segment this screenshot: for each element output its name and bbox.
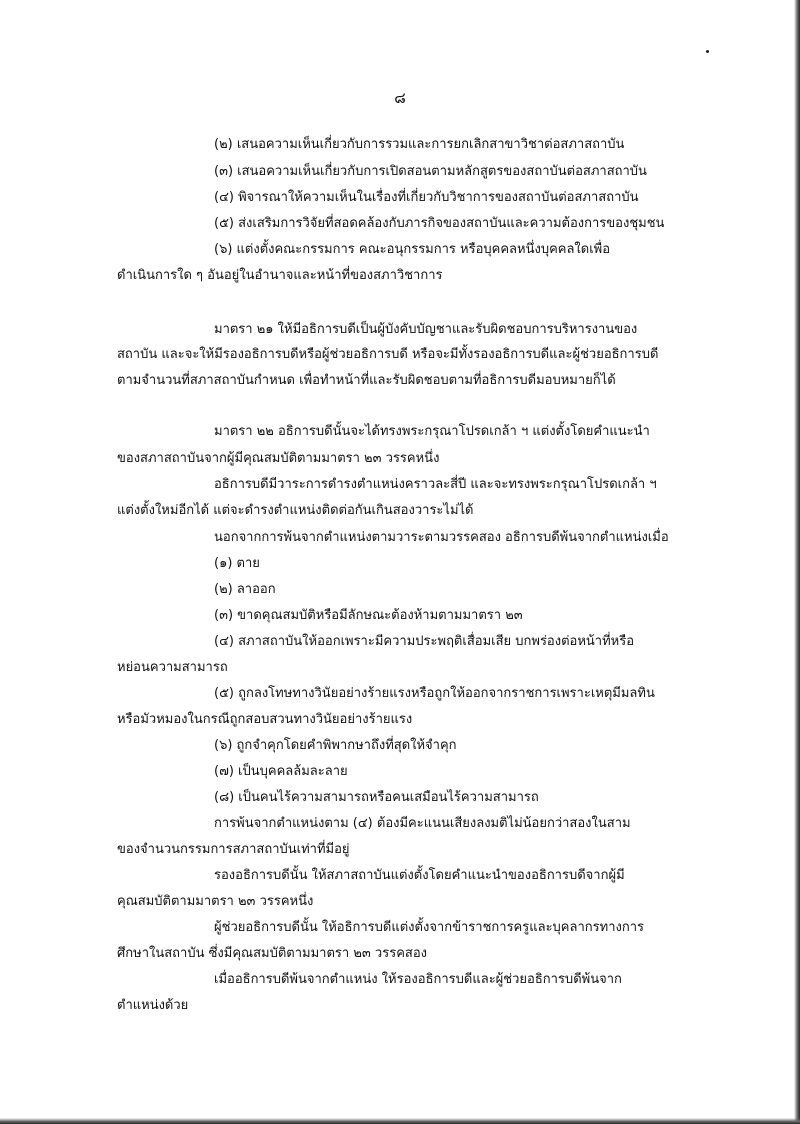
item-line: (๕) ส่งเสริมการวิจัยที่สอดคล้องกับภารกิจของสถาบันและความต้องการของชุมชน bbox=[214, 216, 665, 231]
body-line: คุณสมบัติตามมาตรา ๒๓ วรรคหนึ่ง bbox=[117, 894, 314, 909]
paragraph-line: ผู้ช่วยอธิการบดีนั้น ให้อธิการบดีแต่งตั้งจากข้าราชการครูและบุคลากรทางการ bbox=[214, 920, 644, 935]
page-number: ๘ bbox=[394, 89, 406, 107]
body-line: ศึกษาในสถาบัน ซึ่งมีคุณสมบัติตามมาตรา ๒๓ วรรคสอง bbox=[117, 946, 427, 961]
page-edge-shadow-bottom bbox=[0, 1118, 800, 1124]
paragraph-line: อธิการบดีมีวาระการดำรงตำแหน่งคราวละสี่ปี และจะทรงพระกรุณาโปรดเกล้า ฯ bbox=[214, 477, 657, 492]
body-line: ดำเนินการใด ๆ อันอยู่ในอำนาจและหน้าที่ของสภาวิชาการ bbox=[117, 268, 443, 283]
body-line: หย่อนความสามารถ bbox=[117, 660, 228, 675]
item-line: (๘) เป็นคนไร้ความสามารถหรือคนเสมือนไร้ความสามารถ bbox=[214, 790, 539, 805]
body-line: หรือมัวหมองในกรณีถูกสอบสวนทางวินัยอย่างร้ายแรง bbox=[117, 712, 413, 727]
body-line: แต่งตั้งใหม่อีกได้ แต่จะดำรงตำแหน่งติดต่อกันเกินสองวาระไม่ได้ bbox=[117, 503, 474, 518]
item-line: (๒) ลาออก bbox=[214, 582, 276, 597]
body-line: ของจำนวนกรรมการสภาสถาบันเท่าที่มีอยู่ bbox=[117, 842, 350, 857]
item-line: (๑) ตาย bbox=[214, 556, 260, 571]
paragraph-line: เมื่ออธิการบดีพ้นจากตำแหน่ง ให้รองอธิการบดีและผู้ช่วยอธิการบดีพ้นจาก bbox=[214, 972, 622, 987]
item-line: (๕) ถูกลงโทษทางวินัยอย่างร้ายแรงหรือถูกให้ออกจากราชการเพราะเหตุมีมลทิน bbox=[214, 686, 655, 701]
paragraph-line: นอกจากการพ้นจากตำแหน่งตามวาระตามวรรคสอง อธิการบดีพ้นจากตำแหน่งเมื่อ bbox=[214, 530, 669, 545]
item-line: (๒) เสนอความเห็นเกี่ยวกับการรวมและการยกเลิกสาขาวิชาต่อสภาสถาบัน bbox=[214, 137, 625, 152]
section-21-heading: มาตรา ๒๑ ให้มีอธิการบดีเป็นผู้บังคับบัญชาและรับผิดชอบการบริหารงานของ bbox=[214, 322, 638, 337]
body-line: ของสภาสถาบันจากผู้มีคุณสมบัติตามมาตรา ๒๓ วรรคหนึ่ง bbox=[117, 451, 440, 466]
scan-speck bbox=[706, 50, 709, 53]
item-line: (๓) เสนอความเห็นเกี่ยวกับการเปิดสอนตามหลักสูตรของสถาบันต่อสภาสถาบัน bbox=[214, 164, 647, 179]
paragraph-line: รองอธิการบดีนั้น ให้สภาสถาบันแต่งตั้งโดยคำแนะนำของอธิการบดีจากผู้มี bbox=[214, 868, 625, 883]
section-22-heading: มาตรา ๒๒ อธิการบดีนั้นจะได้ทรงพระกรุณาโปรดเกล้า ฯ แต่งตั้งโดยคำแนะนำ bbox=[214, 424, 650, 439]
paragraph-line: การพ้นจากตำแหน่งตาม (๔) ต้องมีคะแนนเสียงลงมติไม่น้อยกว่าสองในสาม bbox=[214, 816, 631, 831]
item-line: (๖) แต่งตั้งคณะกรรมการ คณะอนุกรรมการ หรือบุคคลหนึ่งบุคคลใดเพื่อ bbox=[214, 242, 611, 257]
body-line: ตำแหน่งด้วย bbox=[117, 998, 189, 1013]
body-line: สถาบัน และจะให้มีรองอธิการบดีหรือผู้ช่วยอธิการบดี หรือจะมีทั้งรองอธิการบดีและผู้ช่วยอธิการบดี bbox=[117, 347, 659, 362]
item-line: (๓) ขาดคุณสมบัติหรือมีลักษณะต้องห้ามตามมาตรา ๒๓ bbox=[214, 608, 523, 623]
page-edge-shadow-right bbox=[794, 0, 800, 1124]
item-line: (๔) พิจารณาให้ความเห็นในเรื่องที่เกี่ยวกับวิชาการของสถาบันต่อสภาสถาบัน bbox=[214, 190, 639, 205]
item-line: (๔) สภาสถาบันให้ออกเพราะมีความประพฤติเสื่อมเสีย บกพร่องต่อหน้าที่หรือ bbox=[214, 634, 635, 649]
body-line: ตามจำนวนที่สภาสถาบันกำหนด เพื่อทำหน้าที่และรับผิดชอบตามที่อธิการบดีมอบหมายก็ได้ bbox=[117, 373, 616, 388]
item-line: (๖) ถูกจำคุกโดยคำพิพากษาถึงที่สุดให้จำคุก bbox=[214, 738, 457, 753]
item-line: (๗) เป็นบุคคลล้มละลาย bbox=[214, 764, 348, 779]
